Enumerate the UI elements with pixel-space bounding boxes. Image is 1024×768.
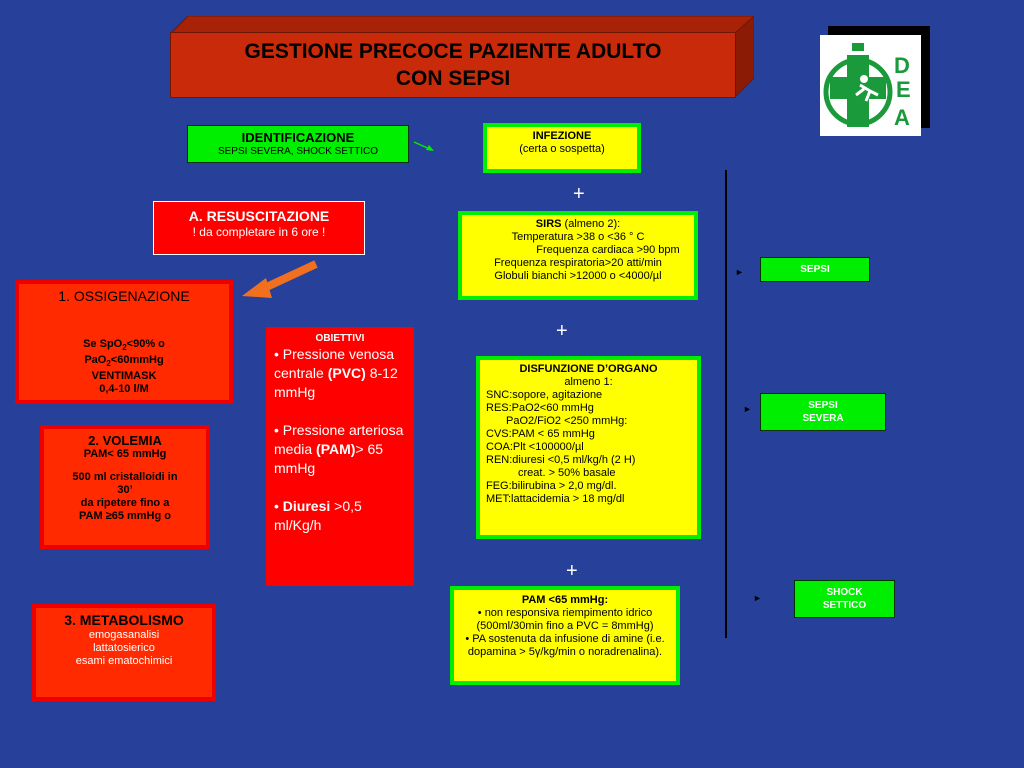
identificazione-subtitle: SEPSI SEVERA, SHOCK SETTICO xyxy=(217,146,379,157)
disfunzione-line: COA:Plt <100000/µl xyxy=(486,441,584,453)
shock-settico-box xyxy=(794,580,895,618)
infezione-subtitle: (certa o sospetta) xyxy=(519,143,605,155)
sepsi-severa-label-2: SEVERA xyxy=(802,413,844,424)
volemia-line: da ripetere fino a xyxy=(80,497,170,509)
disfunzione-line: MET:lattacidemia > 18 mg/dl xyxy=(486,493,625,505)
ossigenazione-line4: 0,4-10 l/M xyxy=(99,383,149,396)
orange-arrow-icon xyxy=(238,258,322,302)
sepsi-pointer-icon: ► xyxy=(735,267,744,277)
resuscitazione-title: A. RESUSCITAZIONE xyxy=(188,208,330,224)
obiettivi-box xyxy=(266,327,414,586)
stopwatch-cross-icon xyxy=(820,35,921,136)
metabolismo-box xyxy=(32,604,216,701)
sirs-title-rest: (almeno 2): xyxy=(561,218,621,230)
sirs-title: SIRS xyxy=(535,218,562,230)
ossigenazione-line2: PaO$_2$<60mmHg xyxy=(84,354,164,369)
logo-letter-d: D xyxy=(894,53,910,78)
identificazione-box xyxy=(187,125,409,163)
sepsi-severa-label-1: SEPSI xyxy=(808,400,838,411)
sepsi-label: SEPSI xyxy=(800,264,830,275)
sepsi-severa-box xyxy=(760,393,886,431)
identificazione-title: IDENTIFICAZIONE xyxy=(241,130,355,145)
disfunzione-line: creat. > 50% basale xyxy=(518,467,616,479)
resuscitazione-subtitle: ! da completare in 6 ore ! xyxy=(192,225,326,239)
disfunzione-line: FEG:bilirubina > 2,0 mg/dl. xyxy=(486,480,617,492)
volemia-title: 2. VOLEMIA xyxy=(88,433,162,448)
volemia-box xyxy=(40,425,210,549)
pam-line: • PA sostenuta da infusione di amine (i.e. xyxy=(465,633,665,645)
page-title-line1: GESTIONE PRECOCE PAZIENTE ADULTO xyxy=(244,40,662,63)
shock-settico-label-2: SETTICO xyxy=(822,600,867,611)
resuscitazione-box xyxy=(153,201,365,255)
ossigenazione-line1: Se SpO$_2$<90% o xyxy=(83,338,165,353)
pam-line: dopamina > 5γ/kg/min o noradrenalina). xyxy=(467,646,663,658)
disfunzione-line: REN:diuresi <0,5 ml/kg/h (2 H) xyxy=(486,454,636,466)
ossigenazione-line3: VENTIMASK xyxy=(91,370,157,383)
plus-sign-1: + xyxy=(573,183,585,205)
sirs-box xyxy=(458,211,698,300)
metabolismo-title: 3. METABOLISMO xyxy=(64,612,184,628)
obiettivi-item-pvc: • Pressione venosa centrale (PVC) 8-12 mmHg xyxy=(274,346,398,400)
sirs-line: Frequenza cardiaca >90 bpm xyxy=(536,244,680,256)
metabolismo-line: esami ematochimici xyxy=(75,655,173,667)
page-title xyxy=(170,32,736,98)
pam-line: • non responsiva riempimento idrico xyxy=(477,607,653,619)
sepsi-box xyxy=(760,257,870,282)
sirs-line: Temperatura >38 o <36 ° C xyxy=(511,231,645,243)
disfunzione-line: RES:PaO2<60 mmHg xyxy=(486,402,594,414)
plus-sign-3: + xyxy=(566,560,578,582)
vertical-divider xyxy=(725,170,727,638)
obiettivi-title: OBIETTIVI xyxy=(315,333,365,344)
volemia-line: 500 ml cristalloidi in xyxy=(72,471,178,483)
sirs-line: Globuli bianchi >12000 o <4000/µl xyxy=(494,270,662,282)
volemia-line: 30’ xyxy=(117,484,133,496)
sirs-line: Frequenza respiratoria>20 atti/min xyxy=(494,257,662,269)
obiettivi-item-pam: • Pressione arteriosa media (PAM)> 65 mmHg xyxy=(274,422,404,476)
pam-line: (500ml/30min fino a PVC = 8mmHg) xyxy=(476,620,654,632)
page-title-line2: CON SEPSI xyxy=(395,67,511,90)
infezione-box xyxy=(483,123,641,173)
ossigenazione-title: 1. OSSIGENAZIONE xyxy=(58,288,190,304)
disfunzione-title: DISFUNZIONE D’ORGANO xyxy=(519,363,658,375)
ossigenazione-box xyxy=(15,280,233,404)
identificazione-arrow-icon xyxy=(412,138,436,154)
pam-box xyxy=(450,586,680,685)
infezione-title: INFEZIONE xyxy=(532,130,592,142)
volemia-line: PAM ≥65 mmHg o xyxy=(78,510,171,522)
logo-letter-e: E xyxy=(896,77,911,102)
title-box-side-face xyxy=(734,16,754,98)
metabolismo-line: lattatosierico xyxy=(93,642,155,654)
logo-letter-a: A xyxy=(894,105,910,130)
dea-logo xyxy=(820,35,921,136)
disfunzione-line: PaO2/FiO2 <250 mmHg: xyxy=(506,415,628,427)
disfunzione-line: CVS:PAM < 65 mmHg xyxy=(486,428,595,440)
shock-settico-label-1: SHOCK xyxy=(826,587,863,598)
shock-settico-pointer-icon: ► xyxy=(753,593,762,603)
metabolismo-line: emogasanalisi xyxy=(88,629,160,641)
sepsi-severa-pointer-icon: ► xyxy=(743,404,752,414)
obiettivi-item-diuresi: • Diuresi >0,5 ml/Kg/h xyxy=(274,498,362,533)
pam-title: PAM <65 mmHg: xyxy=(521,594,609,606)
volemia-subtitle: PAM< 65 mmHg xyxy=(83,448,167,460)
disfunzione-line: SNC:sopore, agitazione xyxy=(486,389,603,401)
disfunzione-subtitle: almeno 1: xyxy=(564,376,613,388)
disfunzione-box xyxy=(476,356,701,539)
plus-sign-2: + xyxy=(556,320,568,342)
